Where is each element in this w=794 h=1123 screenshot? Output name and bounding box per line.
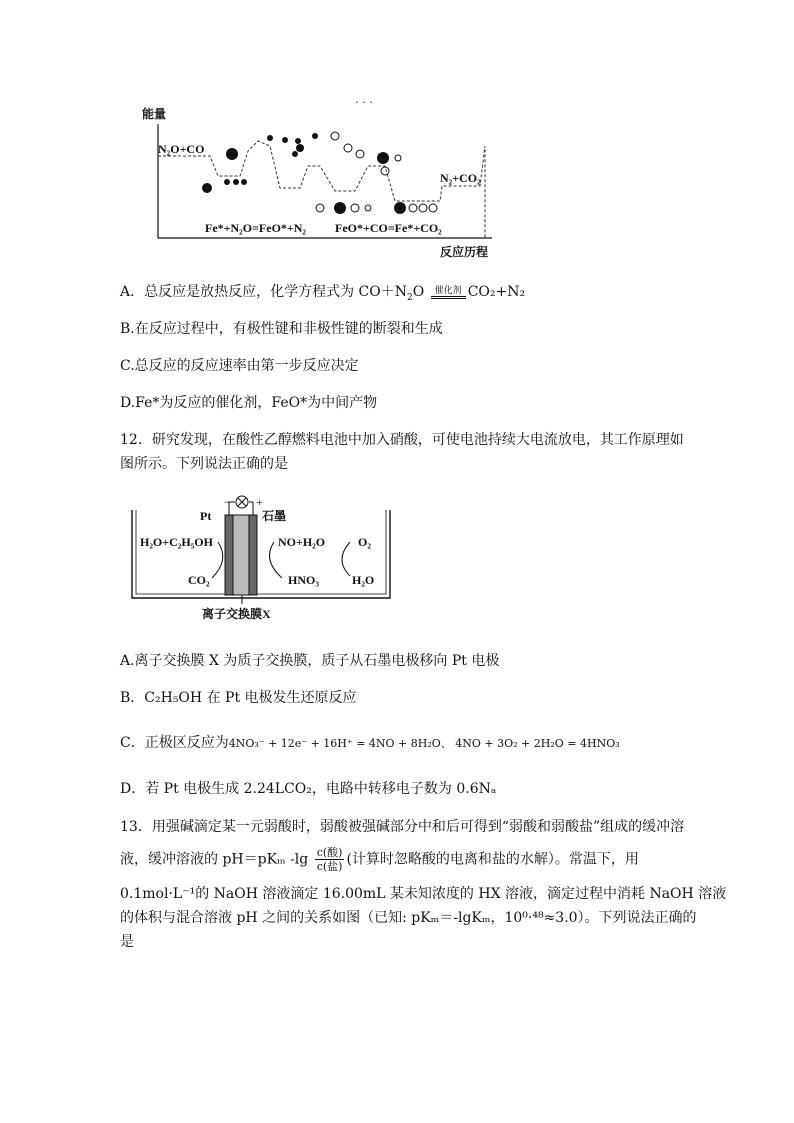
svg-text:H₂O+C₂H₅OH: H₂O+C₂H₅OH [140, 535, 213, 549]
q13-line3: 0.1mol·L⁻¹的 NaOH 溶液滴定 16.00mL 某未知浓度的 HX 溶液，滴定过程中消耗 NaOH 溶液 [120, 886, 727, 902]
q13-line2: 液，缓冲溶液的 pH＝pKₘ -lg $\frac{\text{c(酸)}}{\text{c(盐)}}$ (计算时忽略酸的电离和盐的水解）。常温下，用 [120, 846, 639, 873]
acid-salt-ratio: $\frac{\text{c(酸)}}{\text{c(盐)}}$ [316, 846, 343, 873]
product-label: N₂+CO₂ [440, 171, 481, 185]
ellipsis: · · · [355, 96, 373, 109]
svg-text:CO₂: CO₂ [188, 573, 210, 587]
q11-option-c: C.总反应的反应速率由第一步反应决定 [120, 358, 359, 374]
svg-text:+: + [256, 495, 263, 509]
fuel-cell-diagram [122, 490, 402, 630]
x-axis-label: 反应历程 [440, 245, 489, 259]
energy-diagram [140, 96, 510, 266]
q11-option-d: D.Fe*为反应的催化剂，FeO*为中间产物 [120, 395, 378, 411]
y-axis-label: 能量 [142, 107, 167, 121]
q12-stem-line1: 12．研究发现，在酸性乙醇燃料电池中加入硝酸，可使电池持续大电流放电，其工作原理如 [120, 432, 684, 448]
q12-option-a: A.离子交换膜 X 为质子交换膜，质子从石墨电极移向 Pt 电极 [120, 653, 500, 669]
svg-text:H₂O: H₂O [352, 573, 375, 587]
step1-label: Fe*+N₂O=FeO*+N₂ [205, 221, 307, 235]
cathode-equation: 4NO₃⁻ + 12e⁻ + 16H⁺ = 4NO + 8H₂O、 4NO + 3O₂ + 2H₂O = 4HNO₃ [228, 737, 620, 750]
q12-option-b: B．C₂H₅OH 在 Pt 电极发生还原反应 [120, 690, 357, 706]
membrane-label: 离子交换膜X [202, 607, 271, 621]
q11-option-a: A．总反应是放热反应，化学方程式为 $CO+N_2O$ 催化剂 CO₂+N₂ [120, 284, 526, 303]
q13-line5: 是 [120, 934, 134, 950]
q13-line4: 的体积与混合溶液 pH 之间的关系如图（已知: pKₘ＝-lgKₘ，10⁰·⁴⁸≈3.0）。下列说法正确的 [120, 910, 697, 926]
q11-option-b: B.在反应过程中，有极性键和非极性键的断裂和生成 [120, 321, 443, 337]
svg-text:O₂: O₂ [358, 535, 371, 549]
q13-line1: 13．用强碱滴定某一元弱酸时，弱酸被强碱部分中和后可得到“弱酸和弱酸盐”组成的缓冲溶 [120, 819, 685, 835]
svg-text:Pt: Pt [200, 509, 212, 523]
q12-option-c: C．正极区反应为4NO₃⁻ + 12e⁻ + 16H⁺ = 4NO + 8H₂O、 4NO + 3O₂ + 2H₂O = 4HNO₃ [120, 735, 620, 751]
q12-option-d: D．若 Pt 电极生成 2.24LCO₂，电路中转移电子数为 0.6Nₐ [120, 781, 497, 797]
svg-text:NO+H₂O: NO+H₂O [278, 535, 326, 549]
step2-label: FeO*+CO=Fe*+CO₂ [335, 221, 442, 235]
svg-text:−: − [224, 495, 231, 509]
catalyst-arrow: 催化剂 [431, 286, 466, 299]
q12-stem-line2: 图所示。下列说法正确的是 [120, 456, 288, 472]
reactant-label: N₂O+CO [158, 142, 205, 156]
svg-text:石墨: 石墨 [262, 509, 287, 523]
svg-text:HNO₃: HNO₃ [288, 573, 319, 587]
